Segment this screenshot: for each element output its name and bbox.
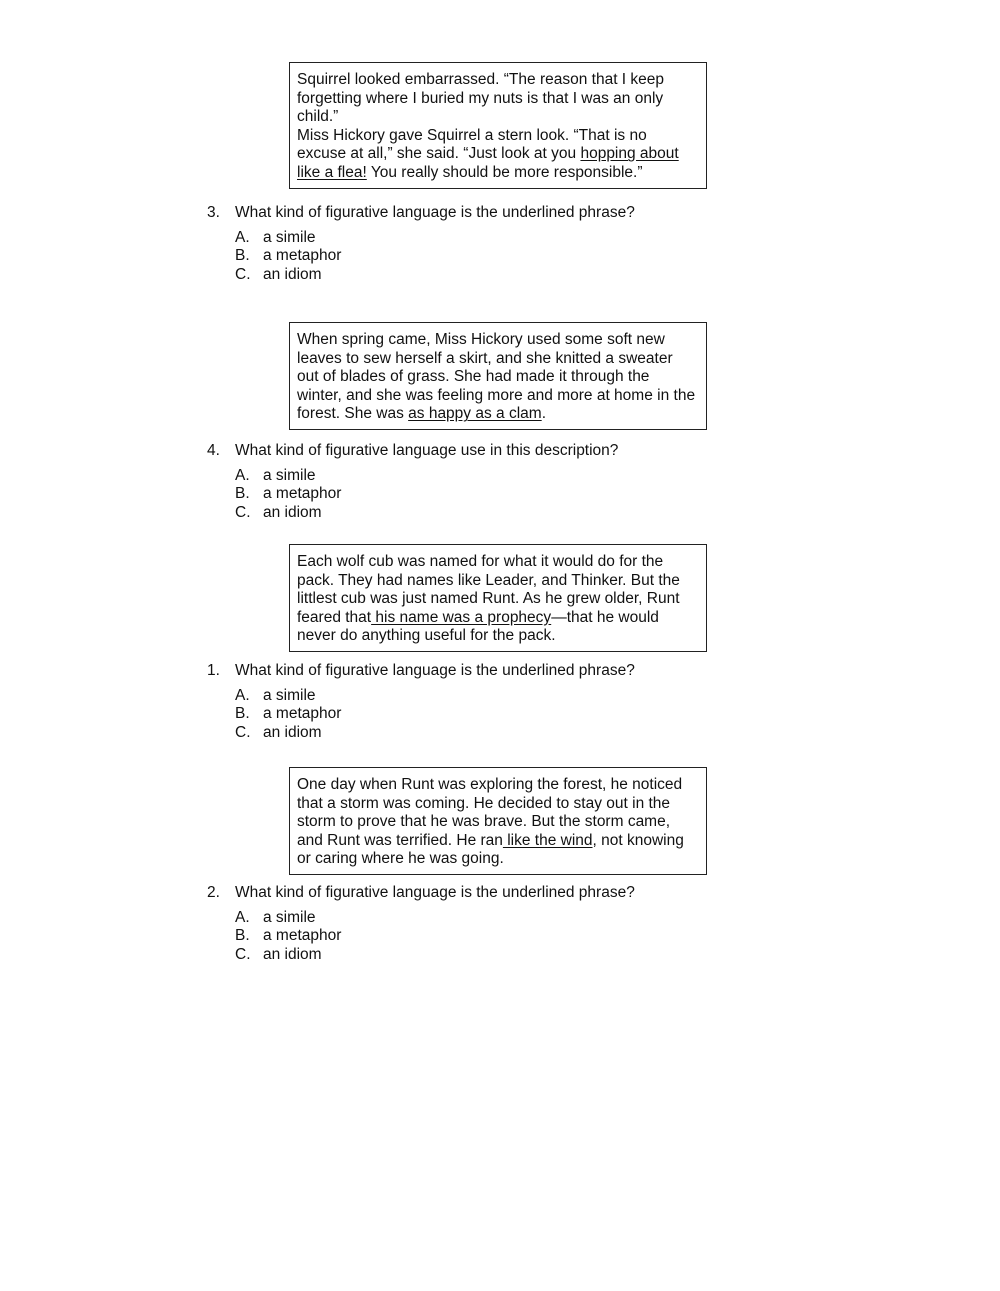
passage-paragraph: One day when Runt was exploring the forest, he noticed that a storm was coming. He decided to stay out in the storm to prove that he was brave. But the storm came, and Runt was terrified. He ran like the wind, not knowing or caring where he was going.: [297, 776, 684, 868]
answer-option-c[interactable]: C. an idiom: [235, 266, 322, 284]
underlined-phrase: hopping about like a flea!: [297, 145, 679, 181]
answer-option-a[interactable]: A. a simile: [235, 466, 316, 484]
answer-option-b[interactable]: B. a metaphor: [235, 927, 342, 945]
question: [207, 204, 807, 285]
question-number: 4.: [207, 442, 220, 459]
answer-option-b[interactable]: B. a metaphor: [235, 247, 342, 265]
question-number: 2.: [207, 884, 220, 901]
answer-option-a[interactable]: A. a simile: [235, 228, 316, 246]
passage-paragraph: Squirrel looked embarrassed. “The reason that I keep forgetting where I buried my nuts is that I was an only child.”: [297, 71, 665, 126]
answer-options: [207, 467, 807, 523]
passage-paragraph: When spring came, Miss Hickory used some soft new leaves to sew herself a skirt, and she knitted a sweater out of blades of grass. She had made it through the winter, and she was feeling more and more at home in the forest. She was as happy as a clam.: [297, 331, 696, 423]
question: [207, 442, 807, 523]
question: [207, 884, 807, 965]
answer-options: [207, 229, 807, 285]
answer-option-a[interactable]: A. a simile: [235, 908, 316, 926]
underlined-phrase: as happy as a clam: [408, 405, 542, 423]
answer-options: [207, 687, 807, 743]
question-text: What kind of figurative language is the underlined phrase?: [235, 884, 635, 901]
answer-option-c[interactable]: C. an idiom: [235, 724, 322, 742]
passage-paragraph: Miss Hickory gave Squirrel a stern look. “That is no excuse at all,” she said. “Just look at you hopping about like a flea! You really should be more responsible.”: [297, 126, 679, 181]
answer-options: [207, 909, 807, 965]
passage-box: [289, 322, 707, 430]
question-number: 1.: [207, 662, 220, 679]
passage-box: [289, 767, 707, 875]
underlined-phrase: like the wind: [502, 831, 593, 849]
answer-option-b[interactable]: B. a metaphor: [235, 485, 342, 503]
underlined-phrase: his name was a prophecy: [371, 608, 552, 626]
question-number: 3.: [207, 204, 220, 221]
question-text: What kind of figurative language is the underlined phrase?: [235, 204, 635, 221]
answer-option-b[interactable]: B. a metaphor: [235, 705, 342, 723]
question-text: What kind of figurative language use in this description?: [235, 442, 619, 459]
question-text: What kind of figurative language is the underlined phrase?: [235, 662, 635, 679]
answer-option-c[interactable]: C. an idiom: [235, 504, 322, 522]
answer-option-c[interactable]: C. an idiom: [235, 946, 322, 964]
passage-paragraph: Each wolf cub was named for what it would do for the pack. They had names like Leader, and Thinker. But the littlest cub was just named Runt. As he grew older, Runt feared that his name was a prophecy—that he would never do anything useful for the pack.: [297, 553, 680, 645]
passage-box: [289, 62, 707, 189]
question: [207, 662, 807, 743]
passage-box: [289, 544, 707, 652]
answer-option-a[interactable]: A. a simile: [235, 686, 316, 704]
